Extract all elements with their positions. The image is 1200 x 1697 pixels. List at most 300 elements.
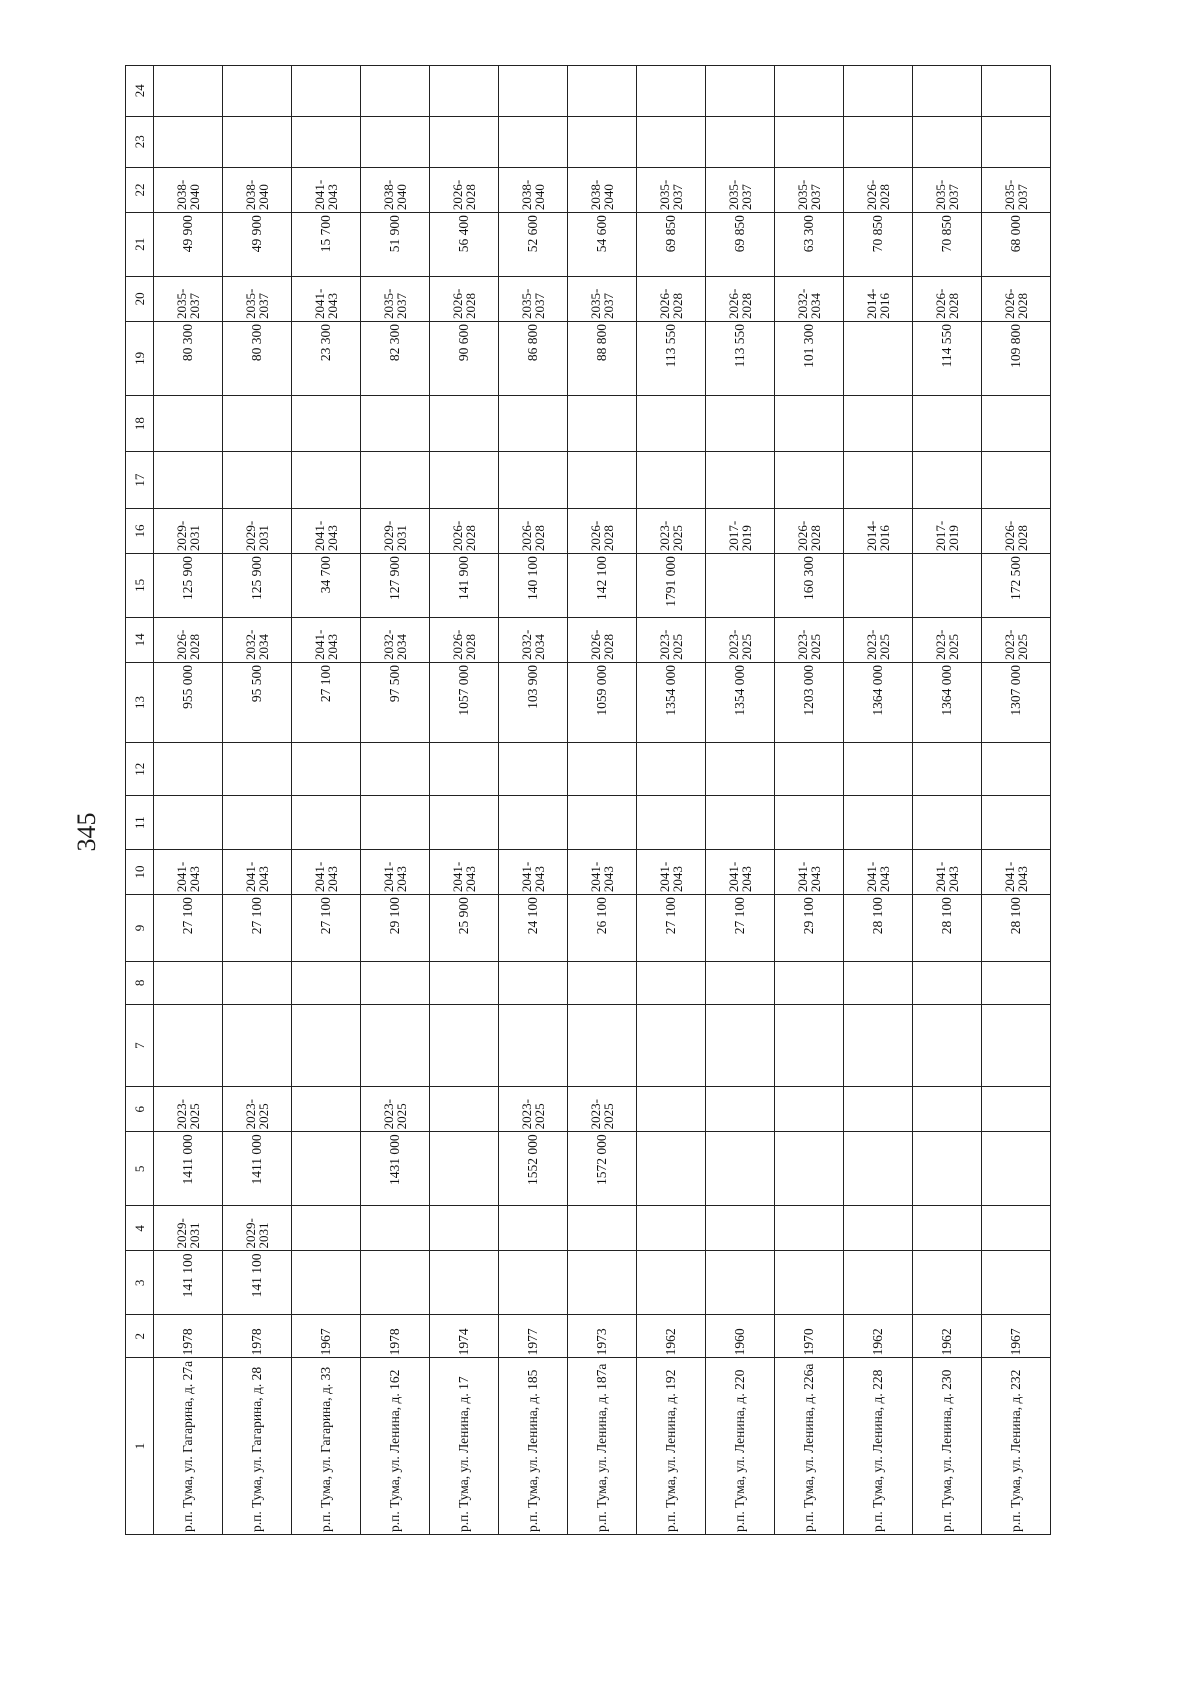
period-cell: 2023- 2025 bbox=[706, 617, 775, 662]
cost-cell: 27 100 bbox=[706, 895, 775, 962]
column-number-header: 21 bbox=[126, 213, 154, 277]
cost-cell: 1411 000 bbox=[223, 1132, 292, 1206]
period-cell: 2029- 2031 bbox=[154, 1206, 223, 1251]
table-cell bbox=[637, 452, 706, 509]
cost-cell: 27 100 bbox=[292, 895, 361, 962]
table-cell bbox=[637, 66, 706, 117]
table-row bbox=[844, 66, 913, 1535]
period-cell: 2032- 2034 bbox=[223, 617, 292, 662]
cost-cell: 1552 000 bbox=[499, 1132, 568, 1206]
period-cell: 2026- 2028 bbox=[775, 508, 844, 553]
table-cell bbox=[982, 116, 1051, 167]
table-cell bbox=[568, 395, 637, 452]
cost-cell: 1572 000 bbox=[568, 1132, 637, 1206]
cost-cell bbox=[775, 1251, 844, 1315]
table-cell bbox=[913, 452, 982, 509]
cost-cell: 63 300 bbox=[775, 213, 844, 277]
period-cell: 2041- 2043 bbox=[706, 849, 775, 894]
table-cell bbox=[913, 796, 982, 849]
table-cell bbox=[154, 452, 223, 509]
table-cell bbox=[430, 796, 499, 849]
period-cell: 2032- 2034 bbox=[775, 276, 844, 321]
period-cell: 2035- 2037 bbox=[154, 276, 223, 321]
period-cell bbox=[913, 1087, 982, 1132]
table-cell bbox=[913, 743, 982, 796]
table-cell bbox=[775, 743, 844, 796]
column-number-header: 10 bbox=[126, 849, 154, 894]
address-cell: р.п. Тума, ул. Ленина, д. 185 bbox=[499, 1358, 568, 1535]
cost-cell: 113 550 bbox=[706, 321, 775, 395]
table-cell bbox=[499, 743, 568, 796]
table-row bbox=[913, 66, 982, 1535]
column-number-header: 8 bbox=[126, 961, 154, 1004]
table-cell bbox=[637, 743, 706, 796]
period-cell bbox=[706, 1206, 775, 1251]
cost-cell: 88 800 bbox=[568, 321, 637, 395]
table-cell bbox=[775, 961, 844, 1004]
build-year-cell: 1962 bbox=[637, 1315, 706, 1358]
period-cell bbox=[775, 1206, 844, 1251]
period-cell: 2023- 2025 bbox=[637, 508, 706, 553]
cost-cell: 141 100 bbox=[154, 1251, 223, 1315]
cost-cell: 1307 000 bbox=[982, 662, 1051, 742]
period-cell bbox=[637, 1206, 706, 1251]
table-cell bbox=[361, 743, 430, 796]
period-cell: 2014- 2016 bbox=[844, 508, 913, 553]
cost-cell: 56 400 bbox=[430, 213, 499, 277]
table-row bbox=[982, 66, 1051, 1535]
period-cell: 2014- 2016 bbox=[844, 276, 913, 321]
period-cell: 2041- 2043 bbox=[637, 849, 706, 894]
period-cell: 2035- 2037 bbox=[706, 167, 775, 212]
cost-cell: 113 550 bbox=[637, 321, 706, 395]
cost-cell: 1364 000 bbox=[913, 662, 982, 742]
column-number-header: 18 bbox=[126, 395, 154, 452]
table-cell bbox=[292, 1004, 361, 1086]
period-cell: 2026- 2028 bbox=[568, 617, 637, 662]
period-cell: 2026- 2028 bbox=[706, 276, 775, 321]
period-cell: 2041- 2043 bbox=[499, 849, 568, 894]
cost-cell: 172 500 bbox=[982, 554, 1051, 618]
table-cell bbox=[982, 743, 1051, 796]
cost-cell bbox=[982, 1132, 1051, 1206]
column-number-header: 3 bbox=[126, 1251, 154, 1315]
table-body bbox=[154, 66, 1051, 1535]
table-cell bbox=[292, 395, 361, 452]
cost-cell: 27 100 bbox=[637, 895, 706, 962]
table-cell bbox=[637, 395, 706, 452]
period-cell: 2035- 2037 bbox=[223, 276, 292, 321]
cost-cell: 109 800 bbox=[982, 321, 1051, 395]
table-cell bbox=[706, 66, 775, 117]
table-cell bbox=[982, 961, 1051, 1004]
cost-cell: 29 100 bbox=[775, 895, 844, 962]
column-number-header: 24 bbox=[126, 66, 154, 117]
cost-cell: 1364 000 bbox=[844, 662, 913, 742]
period-cell: 2026- 2028 bbox=[844, 167, 913, 212]
cost-cell bbox=[844, 554, 913, 618]
table-cell bbox=[844, 116, 913, 167]
period-cell: 2038- 2040 bbox=[568, 167, 637, 212]
period-cell: 2041- 2043 bbox=[292, 617, 361, 662]
cost-cell: 68 000 bbox=[982, 213, 1051, 277]
address-cell: р.п. Тума, ул. Ленина, д. 192 bbox=[637, 1358, 706, 1535]
table-row bbox=[706, 66, 775, 1535]
period-cell bbox=[637, 1087, 706, 1132]
table-cell bbox=[568, 796, 637, 849]
cost-cell: 1354 000 bbox=[637, 662, 706, 742]
table-cell bbox=[775, 452, 844, 509]
table-cell bbox=[637, 1004, 706, 1086]
period-cell: 2023- 2025 bbox=[637, 617, 706, 662]
table-cell bbox=[292, 452, 361, 509]
build-year-cell: 1960 bbox=[706, 1315, 775, 1358]
cost-cell: 1791 000 bbox=[637, 554, 706, 618]
cost-cell: 24 100 bbox=[499, 895, 568, 962]
period-cell: 2029- 2031 bbox=[223, 1206, 292, 1251]
cost-cell: 29 100 bbox=[361, 895, 430, 962]
table-cell bbox=[223, 452, 292, 509]
table-cell bbox=[706, 961, 775, 1004]
cost-cell bbox=[844, 1251, 913, 1315]
period-cell: 2017- 2019 bbox=[706, 508, 775, 553]
table-cell bbox=[154, 395, 223, 452]
table-cell bbox=[568, 66, 637, 117]
cost-cell: 49 900 bbox=[223, 213, 292, 277]
period-cell: 2038- 2040 bbox=[361, 167, 430, 212]
table-cell bbox=[499, 961, 568, 1004]
period-cell: 2041- 2043 bbox=[292, 276, 361, 321]
table-cell bbox=[499, 452, 568, 509]
period-cell: 2035- 2037 bbox=[568, 276, 637, 321]
cost-cell: 23 300 bbox=[292, 321, 361, 395]
table-cell bbox=[913, 116, 982, 167]
table-cell bbox=[775, 796, 844, 849]
table-cell bbox=[292, 796, 361, 849]
table-cell bbox=[775, 66, 844, 117]
cost-cell bbox=[913, 1251, 982, 1315]
period-cell: 2026- 2028 bbox=[430, 276, 499, 321]
table-row bbox=[430, 66, 499, 1535]
table-cell bbox=[706, 743, 775, 796]
period-cell: 2041- 2043 bbox=[913, 849, 982, 894]
period-cell: 2023- 2025 bbox=[154, 1087, 223, 1132]
cost-cell: 28 100 bbox=[844, 895, 913, 962]
build-year-cell: 1974 bbox=[430, 1315, 499, 1358]
column-number-header: 9 bbox=[126, 895, 154, 962]
cost-cell bbox=[844, 1132, 913, 1206]
table-cell bbox=[154, 66, 223, 117]
period-cell: 2041- 2043 bbox=[292, 849, 361, 894]
cost-cell bbox=[775, 1132, 844, 1206]
cost-cell: 34 700 bbox=[292, 554, 361, 618]
table-cell bbox=[223, 961, 292, 1004]
register-table bbox=[125, 65, 1051, 1535]
column-number-header: 14 bbox=[126, 617, 154, 662]
period-cell bbox=[292, 1087, 361, 1132]
column-number-header: 16 bbox=[126, 508, 154, 553]
period-cell bbox=[775, 1087, 844, 1132]
table-cell bbox=[223, 66, 292, 117]
column-number-header: 4 bbox=[126, 1206, 154, 1251]
cost-cell: 28 100 bbox=[913, 895, 982, 962]
cost-cell bbox=[430, 1132, 499, 1206]
period-cell: 2041- 2043 bbox=[154, 849, 223, 894]
cost-cell: 27 100 bbox=[223, 895, 292, 962]
table-row bbox=[223, 66, 292, 1535]
table-cell bbox=[223, 116, 292, 167]
cost-cell: 70 850 bbox=[913, 213, 982, 277]
cost-cell: 15 700 bbox=[292, 213, 361, 277]
table-cell bbox=[361, 796, 430, 849]
period-cell bbox=[982, 1206, 1051, 1251]
build-year-cell: 1977 bbox=[499, 1315, 568, 1358]
address-cell: р.п. Тума, ул. Ленина, д. 226а bbox=[775, 1358, 844, 1535]
cost-cell: 114 550 bbox=[913, 321, 982, 395]
cost-cell: 80 300 bbox=[223, 321, 292, 395]
table-cell bbox=[430, 395, 499, 452]
table-cell bbox=[223, 743, 292, 796]
cost-cell: 69 850 bbox=[637, 213, 706, 277]
table-cell bbox=[706, 395, 775, 452]
table-cell bbox=[982, 395, 1051, 452]
period-cell: 2035- 2037 bbox=[637, 167, 706, 212]
period-cell: 2023- 2025 bbox=[499, 1087, 568, 1132]
cost-cell bbox=[430, 1251, 499, 1315]
build-year-cell: 1962 bbox=[844, 1315, 913, 1358]
table-cell bbox=[223, 1004, 292, 1086]
column-number-header: 23 bbox=[126, 116, 154, 167]
table-row bbox=[637, 66, 706, 1535]
build-year-cell: 1973 bbox=[568, 1315, 637, 1358]
table-cell bbox=[430, 961, 499, 1004]
cost-cell: 27 100 bbox=[154, 895, 223, 962]
table-cell bbox=[568, 743, 637, 796]
table-cell bbox=[499, 66, 568, 117]
cost-cell: 27 100 bbox=[292, 662, 361, 742]
cost-cell: 69 850 bbox=[706, 213, 775, 277]
period-cell: 2041- 2043 bbox=[775, 849, 844, 894]
table-cell bbox=[844, 743, 913, 796]
column-number-header: 6 bbox=[126, 1087, 154, 1132]
cost-cell: 90 600 bbox=[430, 321, 499, 395]
cost-cell bbox=[913, 554, 982, 618]
cost-cell bbox=[706, 1251, 775, 1315]
table-row bbox=[568, 66, 637, 1535]
table-cell bbox=[913, 66, 982, 117]
table-cell bbox=[637, 116, 706, 167]
cost-cell: 141 900 bbox=[430, 554, 499, 618]
cost-cell: 28 100 bbox=[982, 895, 1051, 962]
address-cell: р.п. Тума, ул. Гагарина, д. 28 bbox=[223, 1358, 292, 1535]
table-cell bbox=[706, 796, 775, 849]
period-cell: 2026- 2028 bbox=[499, 508, 568, 553]
column-number-header: 17 bbox=[126, 452, 154, 509]
table-cell bbox=[913, 961, 982, 1004]
table-row bbox=[292, 66, 361, 1535]
address-cell: р.п. Тума, ул. Ленина, д. 232 bbox=[982, 1358, 1051, 1535]
cost-cell: 54 600 bbox=[568, 213, 637, 277]
cost-cell: 86 800 bbox=[499, 321, 568, 395]
cost-cell: 955 000 bbox=[154, 662, 223, 742]
table-cell bbox=[154, 1004, 223, 1086]
table-cell bbox=[706, 1004, 775, 1086]
cost-cell: 141 100 bbox=[223, 1251, 292, 1315]
period-cell: 2035- 2037 bbox=[775, 167, 844, 212]
cost-cell: 1411 000 bbox=[154, 1132, 223, 1206]
table-cell bbox=[982, 452, 1051, 509]
cost-cell: 140 100 bbox=[499, 554, 568, 618]
table-cell bbox=[292, 66, 361, 117]
period-cell bbox=[982, 1087, 1051, 1132]
period-cell: 2026- 2028 bbox=[568, 508, 637, 553]
cost-cell: 101 300 bbox=[775, 321, 844, 395]
period-cell: 2026- 2028 bbox=[913, 276, 982, 321]
table-row bbox=[154, 66, 223, 1535]
build-year-cell: 1978 bbox=[154, 1315, 223, 1358]
period-cell: 2035- 2037 bbox=[499, 276, 568, 321]
table-cell bbox=[361, 452, 430, 509]
column-number-header: 2 bbox=[126, 1315, 154, 1358]
period-cell: 2026- 2028 bbox=[430, 617, 499, 662]
period-cell: 2035- 2037 bbox=[913, 167, 982, 212]
build-year-cell: 1978 bbox=[223, 1315, 292, 1358]
cost-cell: 26 100 bbox=[568, 895, 637, 962]
table-cell bbox=[706, 116, 775, 167]
table-cell bbox=[775, 395, 844, 452]
column-number-header: 13 bbox=[126, 662, 154, 742]
period-cell: 2023- 2025 bbox=[568, 1087, 637, 1132]
table-cell bbox=[361, 395, 430, 452]
period-cell bbox=[430, 1206, 499, 1251]
period-cell bbox=[361, 1206, 430, 1251]
cost-cell bbox=[913, 1132, 982, 1206]
table-cell bbox=[499, 1004, 568, 1086]
build-year-cell: 1967 bbox=[982, 1315, 1051, 1358]
period-cell: 2029- 2031 bbox=[154, 508, 223, 553]
table-cell bbox=[361, 1004, 430, 1086]
table-cell bbox=[499, 796, 568, 849]
column-number-header: 1 bbox=[126, 1358, 154, 1535]
address-cell: р.п. Тума, ул. Ленина, д. 230 bbox=[913, 1358, 982, 1535]
period-cell: 2035- 2037 bbox=[982, 167, 1051, 212]
period-cell bbox=[706, 1087, 775, 1132]
cost-cell: 1203 000 bbox=[775, 662, 844, 742]
period-cell: 2035- 2037 bbox=[361, 276, 430, 321]
address-cell: р.п. Тума, ул. Гагарина, д. 33 bbox=[292, 1358, 361, 1535]
table-cell bbox=[844, 395, 913, 452]
period-cell: 2041- 2043 bbox=[568, 849, 637, 894]
address-cell: р.п. Тума, ул. Ленина, д. 162 bbox=[361, 1358, 430, 1535]
period-cell: 2026- 2028 bbox=[430, 508, 499, 553]
period-cell: 2023- 2025 bbox=[361, 1087, 430, 1132]
period-cell: 2041- 2043 bbox=[982, 849, 1051, 894]
table-cell bbox=[844, 1004, 913, 1086]
table-row bbox=[775, 66, 844, 1535]
cost-cell: 82 300 bbox=[361, 321, 430, 395]
cost-cell: 51 900 bbox=[361, 213, 430, 277]
table-cell bbox=[637, 796, 706, 849]
build-year-cell: 1978 bbox=[361, 1315, 430, 1358]
table-cell bbox=[913, 1004, 982, 1086]
cost-cell: 80 300 bbox=[154, 321, 223, 395]
table-cell bbox=[430, 66, 499, 117]
period-cell: 2029- 2031 bbox=[361, 508, 430, 553]
cost-cell bbox=[568, 1251, 637, 1315]
cost-cell bbox=[292, 1132, 361, 1206]
period-cell: 2041- 2043 bbox=[292, 167, 361, 212]
period-cell: 2041- 2043 bbox=[292, 508, 361, 553]
table-cell bbox=[430, 116, 499, 167]
period-cell: 2023- 2025 bbox=[913, 617, 982, 662]
cost-cell bbox=[292, 1251, 361, 1315]
table-cell bbox=[430, 1004, 499, 1086]
column-number-header: 5 bbox=[126, 1132, 154, 1206]
column-number-header: 15 bbox=[126, 554, 154, 618]
table-cell bbox=[775, 1004, 844, 1086]
period-cell: 2041- 2043 bbox=[844, 849, 913, 894]
cost-cell: 1059 000 bbox=[568, 662, 637, 742]
table-cell bbox=[568, 961, 637, 1004]
table-cell bbox=[982, 66, 1051, 117]
period-cell bbox=[499, 1206, 568, 1251]
table-cell bbox=[154, 116, 223, 167]
period-cell: 2029- 2031 bbox=[223, 508, 292, 553]
period-cell: 2023- 2025 bbox=[844, 617, 913, 662]
cost-cell bbox=[637, 1132, 706, 1206]
build-year-cell: 1967 bbox=[292, 1315, 361, 1358]
column-number-header: 22 bbox=[126, 167, 154, 212]
table-cell bbox=[154, 743, 223, 796]
table-cell bbox=[361, 116, 430, 167]
table-cell bbox=[292, 961, 361, 1004]
cost-cell: 142 100 bbox=[568, 554, 637, 618]
table-cell bbox=[430, 743, 499, 796]
cost-cell bbox=[499, 1251, 568, 1315]
period-cell: 2041- 2043 bbox=[430, 849, 499, 894]
cost-cell bbox=[637, 1251, 706, 1315]
cost-cell bbox=[706, 554, 775, 618]
cost-cell: 160 300 bbox=[775, 554, 844, 618]
table-cell bbox=[568, 452, 637, 509]
column-number-header: 20 bbox=[126, 276, 154, 321]
table-cell bbox=[913, 395, 982, 452]
cost-cell: 97 500 bbox=[361, 662, 430, 742]
period-cell: 2026- 2028 bbox=[154, 617, 223, 662]
cost-cell: 1431 000 bbox=[361, 1132, 430, 1206]
address-cell: р.п. Тума, ул. Гагарина, д. 27а bbox=[154, 1358, 223, 1535]
column-number-header: 19 bbox=[126, 321, 154, 395]
period-cell bbox=[844, 1087, 913, 1132]
table-cell bbox=[154, 796, 223, 849]
build-year-cell: 1970 bbox=[775, 1315, 844, 1358]
page-number: 345 bbox=[72, 812, 101, 852]
rotated-table-wrapper bbox=[125, 65, 1044, 1535]
table-row bbox=[361, 66, 430, 1535]
cost-cell: 125 900 bbox=[223, 554, 292, 618]
address-cell: р.п. Тума, ул. Ленина, д. 220 bbox=[706, 1358, 775, 1535]
cost-cell: 52 600 bbox=[499, 213, 568, 277]
period-cell: 2041- 2043 bbox=[361, 849, 430, 894]
cost-cell bbox=[361, 1251, 430, 1315]
table-cell bbox=[844, 452, 913, 509]
cost-cell bbox=[844, 321, 913, 395]
table-cell bbox=[223, 395, 292, 452]
table-cell bbox=[775, 116, 844, 167]
cost-cell: 49 900 bbox=[154, 213, 223, 277]
column-number-header-row bbox=[126, 66, 154, 1535]
period-cell bbox=[844, 1206, 913, 1251]
